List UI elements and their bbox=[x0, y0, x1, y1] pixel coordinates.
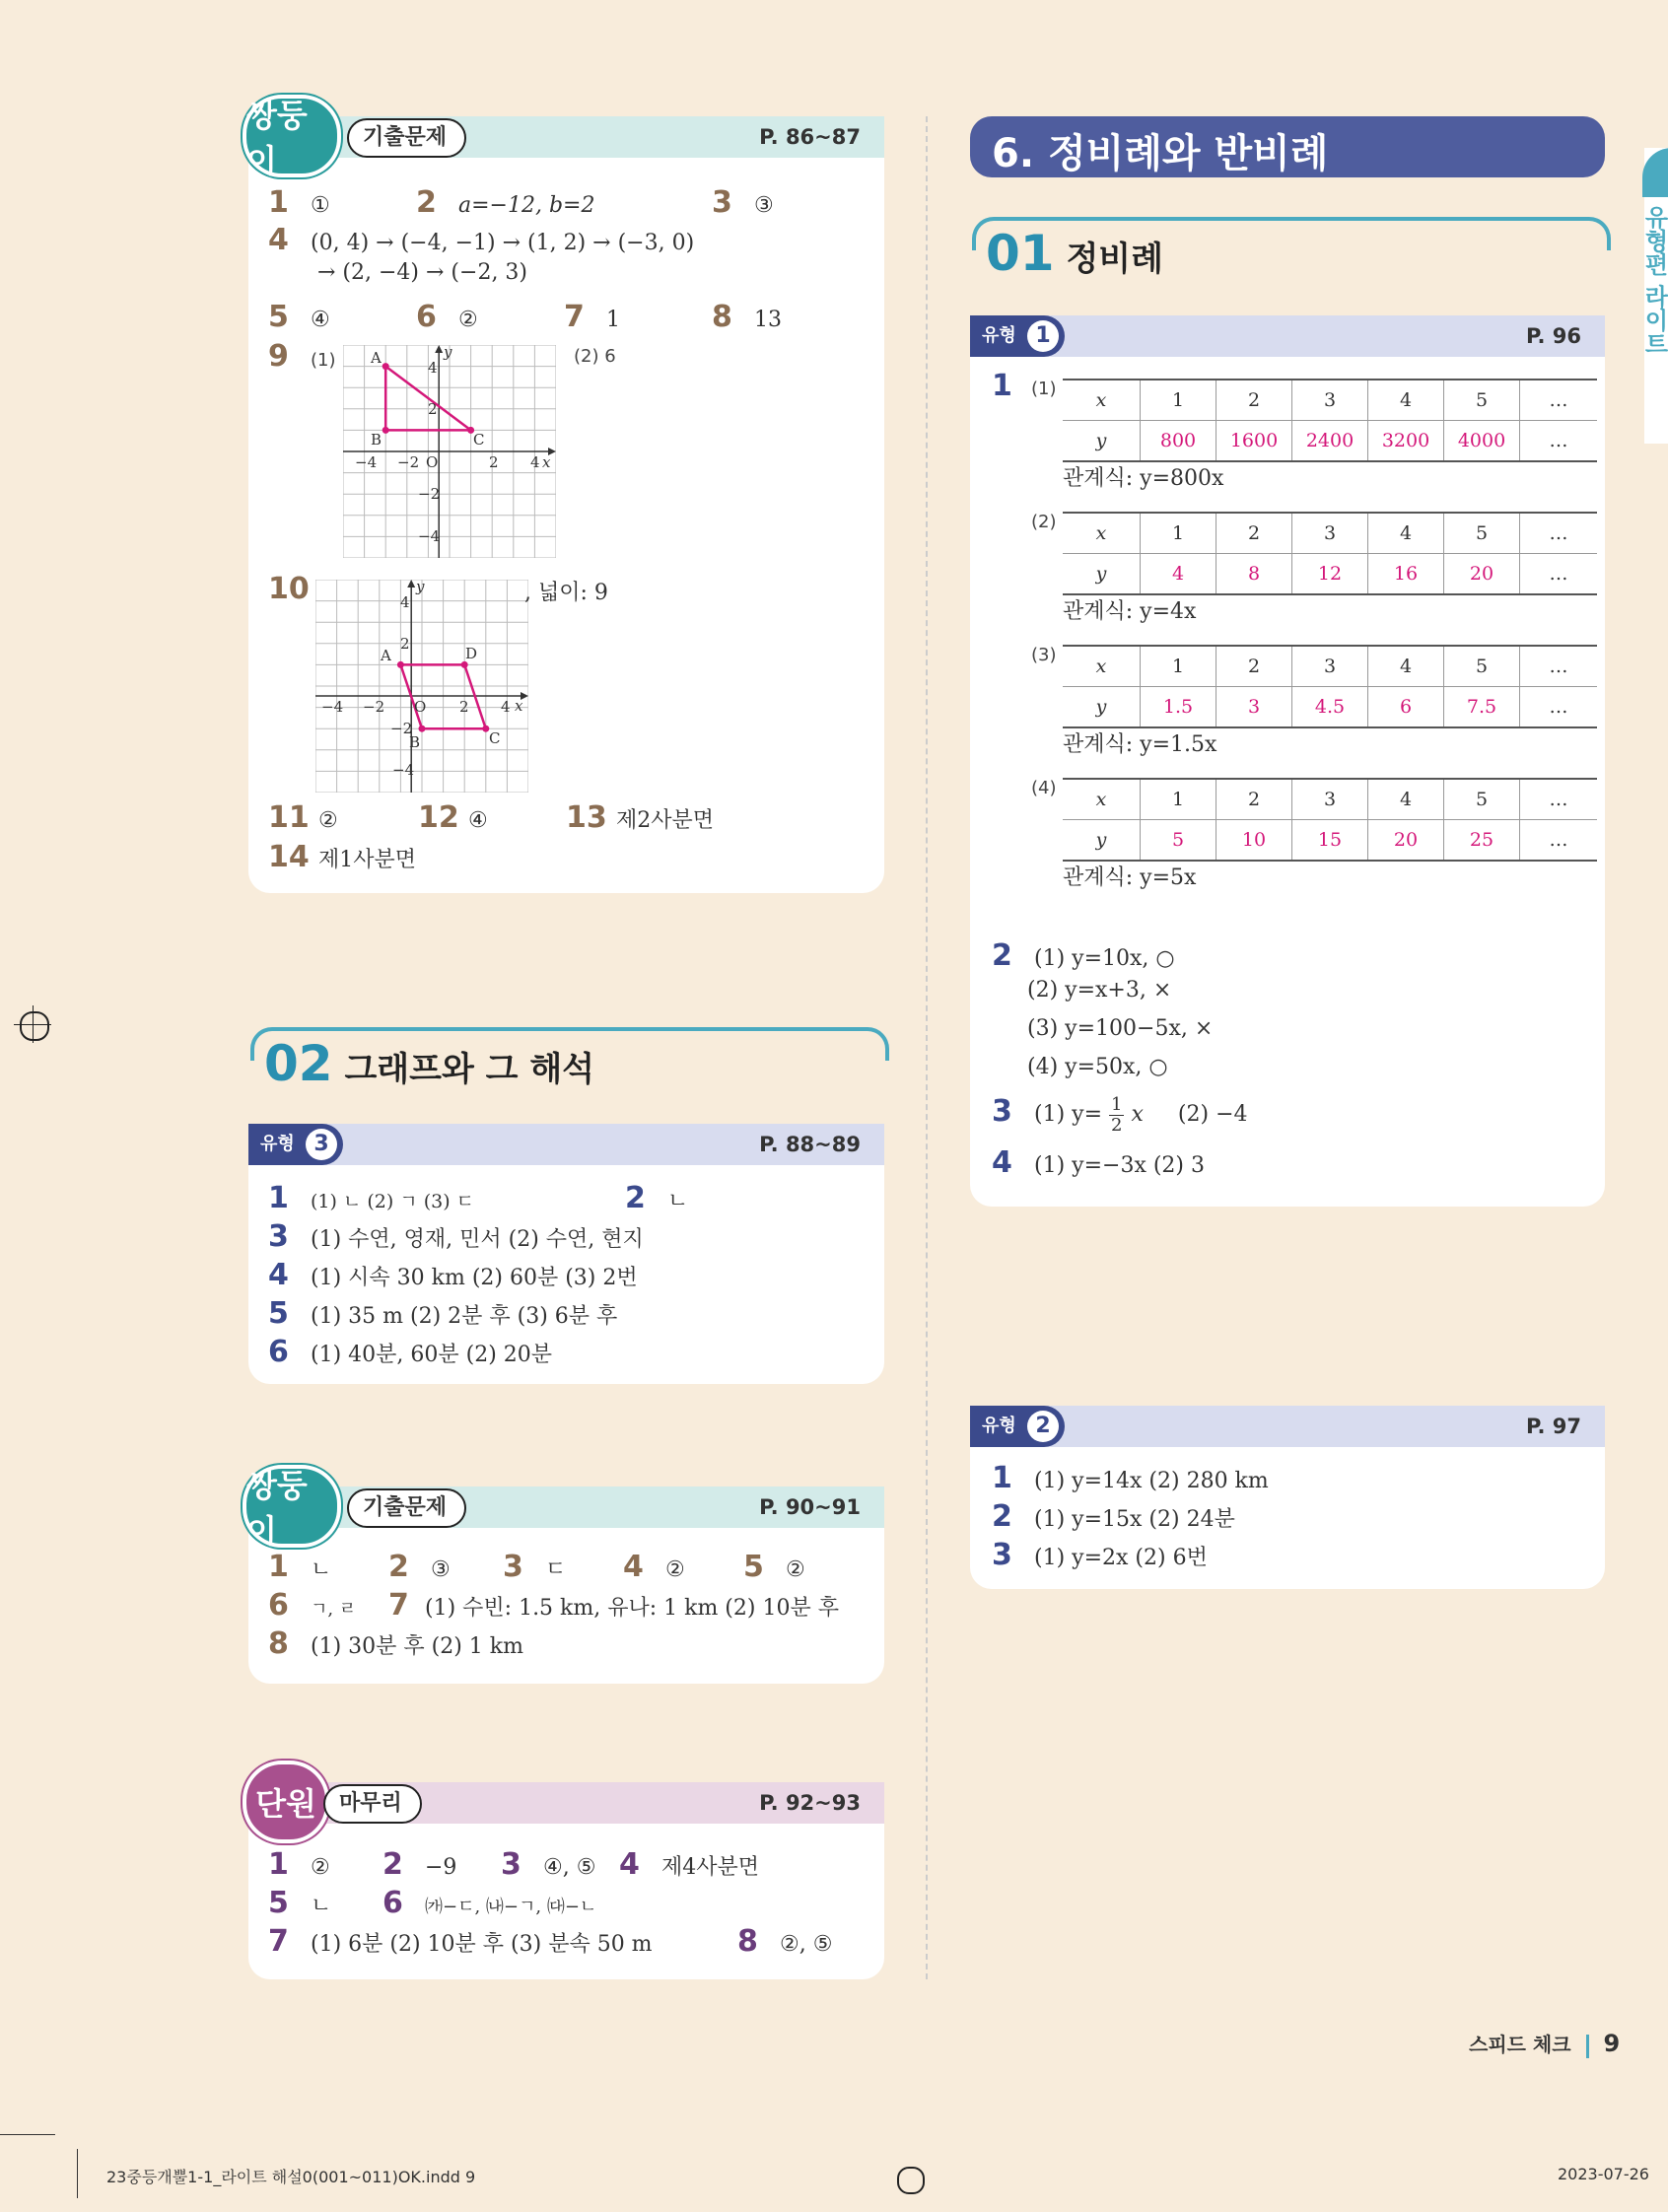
tick-label: −4 bbox=[418, 527, 441, 545]
table-cell: y bbox=[1063, 421, 1141, 462]
box-header bbox=[248, 1124, 884, 1165]
table-cell: 10 bbox=[1216, 820, 1292, 862]
table-cell: … bbox=[1520, 421, 1598, 462]
tick-label: 4 bbox=[400, 593, 410, 611]
answer: (1) 35 m (2) 2분 후 (3) 6분 후 bbox=[311, 1304, 618, 1329]
table-cell: 1 bbox=[1141, 646, 1216, 687]
q-num: 4 bbox=[268, 1258, 289, 1292]
q-num: 5 bbox=[268, 300, 289, 334]
answer: (1) 시속 30 km (2) 60분 (3) 2번 bbox=[311, 1266, 638, 1290]
unit-badge: 단원 bbox=[243, 1761, 329, 1843]
tick-label: 4 bbox=[530, 453, 540, 471]
answer: ㄷ bbox=[545, 1557, 567, 1582]
tick-label: 2 bbox=[400, 635, 410, 653]
table-cell: 20 bbox=[1368, 820, 1444, 862]
q-num: 5 bbox=[743, 1550, 764, 1584]
q-num: 3 bbox=[992, 1094, 1012, 1129]
type-3-box bbox=[248, 1124, 884, 1384]
table-label: (2) bbox=[1031, 512, 1057, 532]
review-pill: 마무리 bbox=[323, 1784, 422, 1824]
answer: 13 bbox=[754, 308, 782, 332]
column-divider bbox=[926, 116, 928, 1979]
q-num: 5 bbox=[268, 1886, 289, 1920]
footer-separator bbox=[1586, 2035, 1589, 2058]
graph-q9 bbox=[343, 345, 556, 558]
answer: 제1사분면 bbox=[318, 848, 417, 872]
q-num: 3 bbox=[712, 185, 732, 220]
q-num: 12 bbox=[418, 800, 459, 835]
table-cell: 20 bbox=[1444, 554, 1520, 595]
table-cell: 16 bbox=[1368, 554, 1444, 595]
table-cell: y bbox=[1063, 687, 1141, 728]
table-cell: 6 bbox=[1368, 687, 1444, 728]
fraction-numerator: 1 bbox=[1111, 1093, 1123, 1115]
answer: ② bbox=[786, 1557, 805, 1582]
q-num: 6 bbox=[416, 300, 437, 334]
table-row bbox=[1063, 646, 1597, 687]
q-num: 11 bbox=[268, 800, 310, 835]
answer: (1) y= bbox=[1034, 1102, 1103, 1127]
answer: x bbox=[1131, 1102, 1144, 1127]
page-ref: P. 97 bbox=[1525, 1415, 1581, 1438]
table-cell: … bbox=[1520, 554, 1598, 595]
q-num: 14 bbox=[268, 840, 310, 874]
sub-label: (1) bbox=[311, 350, 336, 371]
q-num: 7 bbox=[268, 1924, 289, 1959]
q-num: 1 bbox=[268, 1550, 289, 1584]
answer: → (2, −4) → (−2, 3) bbox=[317, 260, 528, 285]
page-ref: P. 88~89 bbox=[759, 1133, 861, 1156]
section-title: 그래프와 그 해석 bbox=[344, 1050, 595, 1089]
answer: (3) y=100−5x, × bbox=[1027, 1016, 1214, 1041]
axis-label: x bbox=[515, 697, 523, 715]
answer: ② bbox=[318, 808, 338, 833]
answer: ② bbox=[665, 1557, 685, 1582]
table-cell: 8 bbox=[1216, 554, 1292, 595]
tick-label: −4 bbox=[355, 453, 378, 471]
q-num: 6 bbox=[268, 1335, 289, 1369]
answer: ㄴ bbox=[311, 1894, 332, 1918]
table-cell: 800 bbox=[1141, 421, 1216, 462]
twin-exam-box-1 bbox=[246, 97, 884, 893]
answer: 제4사분면 bbox=[661, 1855, 760, 1880]
table-cell: x bbox=[1063, 513, 1141, 554]
axis-label: y bbox=[416, 580, 425, 595]
type-number: 3 bbox=[306, 1129, 337, 1160]
point-label: B bbox=[371, 431, 382, 449]
table-cell: 2 bbox=[1216, 779, 1292, 820]
q-num: 2 bbox=[382, 1847, 403, 1882]
type-label: 유형 bbox=[982, 1416, 1016, 1436]
tick-label: 4 bbox=[501, 698, 511, 716]
page-number: 9 bbox=[1603, 2030, 1621, 2057]
table-cell: 1600 bbox=[1216, 421, 1292, 462]
type-tag bbox=[970, 315, 1065, 357]
table-cell: 4 bbox=[1368, 646, 1444, 687]
footer-vrule bbox=[77, 2149, 78, 2198]
q-num: 3 bbox=[501, 1847, 521, 1882]
q-num: 6 bbox=[268, 1588, 289, 1623]
table-cell: 2 bbox=[1216, 380, 1292, 421]
answer: , 넓이: 9 bbox=[524, 581, 608, 605]
tick-label: 2 bbox=[428, 400, 438, 418]
table-cell: 2 bbox=[1216, 646, 1292, 687]
table-row bbox=[1063, 820, 1597, 862]
table-cell: … bbox=[1520, 513, 1598, 554]
q-num: 2 bbox=[992, 1499, 1012, 1534]
answer: 제2사분면 bbox=[616, 808, 715, 833]
q-num: 4 bbox=[992, 1145, 1012, 1180]
table-label: (3) bbox=[1031, 645, 1057, 665]
table-cell: … bbox=[1520, 779, 1598, 820]
answer: ④ bbox=[468, 808, 488, 833]
table-row bbox=[1063, 380, 1597, 421]
q-num: 2 bbox=[388, 1550, 409, 1584]
box-header bbox=[970, 315, 1605, 357]
q-num: 6 bbox=[382, 1886, 403, 1920]
table-row bbox=[1063, 687, 1597, 728]
table-cell: … bbox=[1520, 380, 1598, 421]
answer: (1) y=−3x (2) 3 bbox=[1034, 1153, 1206, 1178]
tick-label: −4 bbox=[321, 698, 344, 716]
relation-formula: 관계식: y=5x bbox=[1063, 865, 1197, 890]
q-num: 2 bbox=[625, 1181, 646, 1215]
q-num: 7 bbox=[564, 300, 585, 334]
table-cell: 3 bbox=[1292, 779, 1368, 820]
answer: ③ bbox=[431, 1557, 451, 1582]
twin-exam-box-2 bbox=[246, 1467, 884, 1684]
table-cell: 7.5 bbox=[1444, 687, 1520, 728]
twin-badge: 쌍둥이 bbox=[243, 1465, 341, 1548]
date-info: 2023-07-26 bbox=[1558, 2165, 1649, 2183]
box-header bbox=[248, 1486, 884, 1528]
point-label: C bbox=[489, 729, 501, 747]
table-cell: 4.5 bbox=[1292, 687, 1368, 728]
page-ref: P. 90~91 bbox=[759, 1495, 861, 1519]
q-num: 3 bbox=[268, 1219, 289, 1254]
table-cell: 4 bbox=[1368, 380, 1444, 421]
type-label: 유형 bbox=[982, 325, 1016, 346]
table-row bbox=[1063, 513, 1597, 554]
answer: ② bbox=[311, 1855, 330, 1880]
tick-label: −4 bbox=[392, 761, 415, 779]
type-1-box bbox=[970, 315, 1605, 1207]
tick-label: 2 bbox=[489, 453, 499, 471]
fraction bbox=[1109, 1095, 1124, 1136]
q-num: 8 bbox=[712, 300, 732, 334]
exam-pill: 기출문제 bbox=[347, 1488, 466, 1528]
type-label: 유형 bbox=[260, 1134, 295, 1154]
table-cell: 5 bbox=[1444, 380, 1520, 421]
q-num: 1 bbox=[992, 369, 1012, 403]
answer: ② bbox=[458, 308, 478, 332]
answer: ④ bbox=[311, 308, 330, 332]
axis-label: x bbox=[542, 453, 551, 471]
q-num: 8 bbox=[737, 1924, 758, 1959]
section-number: 02 bbox=[264, 1035, 333, 1092]
answer: (2) −4 bbox=[1177, 1102, 1248, 1127]
table-row bbox=[1063, 421, 1597, 462]
table-cell: 1 bbox=[1141, 779, 1216, 820]
tick-label: −2 bbox=[363, 698, 385, 716]
graph-q10 bbox=[315, 580, 528, 793]
answer: (1) y=14x (2) 280 km bbox=[1034, 1469, 1269, 1493]
table-cell: x bbox=[1063, 779, 1141, 820]
type-tag bbox=[248, 1124, 343, 1165]
q-num: 7 bbox=[388, 1588, 409, 1623]
table-cell: 2400 bbox=[1292, 421, 1368, 462]
answer: (1) 수연, 영재, 민서 (2) 수연, 현지 bbox=[311, 1227, 644, 1252]
tick-label: −2 bbox=[397, 453, 420, 471]
answer: (1) y=2x (2) 6번 bbox=[1034, 1546, 1208, 1570]
relation-formula: 관계식: y=800x bbox=[1063, 466, 1224, 491]
point-label: C bbox=[473, 431, 485, 449]
point-label: B bbox=[409, 733, 421, 751]
tick-label: −2 bbox=[390, 720, 413, 737]
type-tag bbox=[970, 1406, 1065, 1447]
table-cell: 15 bbox=[1292, 820, 1368, 862]
relation-formula: 관계식: y=1.5x bbox=[1063, 732, 1217, 757]
answer: (1) y=10x, ○ bbox=[1034, 946, 1175, 971]
q-num: 4 bbox=[268, 223, 289, 257]
answer: ②, ⑤ bbox=[780, 1932, 833, 1957]
q-num: 3 bbox=[992, 1538, 1012, 1572]
twin-badge: 쌍둥이 bbox=[243, 95, 341, 177]
table-cell: 1 bbox=[1141, 380, 1216, 421]
table-row bbox=[1063, 554, 1597, 595]
point-label: A bbox=[371, 349, 382, 367]
table-cell: 3 bbox=[1292, 380, 1368, 421]
answer: (0, 4) → (−4, −1) → (1, 2) → (−3, 0) bbox=[311, 231, 695, 255]
answer: (4) y=50x, ○ bbox=[1027, 1055, 1168, 1079]
relation-formula: 관계식: y=4x bbox=[1063, 599, 1197, 624]
axis-label: y bbox=[444, 345, 452, 361]
page-ref: P. 96 bbox=[1525, 324, 1581, 348]
section-title: 정비례 bbox=[1066, 240, 1163, 279]
table-cell: 3 bbox=[1292, 513, 1368, 554]
point-label: A bbox=[381, 647, 391, 664]
q-num: 2 bbox=[992, 938, 1012, 973]
q-num: 4 bbox=[623, 1550, 644, 1584]
table-label: (1) bbox=[1031, 379, 1057, 399]
tick-label: 2 bbox=[459, 698, 469, 716]
table-cell: 4 bbox=[1368, 513, 1444, 554]
box-header bbox=[248, 116, 884, 158]
answer: −9 bbox=[425, 1855, 457, 1880]
table-cell: 3 bbox=[1216, 687, 1292, 728]
table-cell: 5 bbox=[1444, 513, 1520, 554]
table-cell: 1 bbox=[1141, 513, 1216, 554]
section-number: 01 bbox=[986, 225, 1055, 282]
registration-mark bbox=[20, 1011, 49, 1041]
table-cell: 5 bbox=[1444, 779, 1520, 820]
table-cell: … bbox=[1520, 687, 1598, 728]
registration-mark-cross bbox=[14, 1024, 51, 1025]
q-num: 5 bbox=[268, 1296, 289, 1331]
answer: ③ bbox=[754, 193, 774, 218]
footer-section: 스피드 체크 bbox=[1469, 2033, 1571, 2056]
point-label: D bbox=[465, 645, 478, 662]
table-cell: 5 bbox=[1141, 820, 1216, 862]
answer: (2) 6 bbox=[574, 346, 616, 367]
table-cell: 1.5 bbox=[1141, 687, 1216, 728]
answer: (1) 수빈: 1.5 km, 유나: 1 km (2) 10분 후 bbox=[425, 1596, 839, 1621]
registration-mark-bottom bbox=[897, 2167, 925, 2194]
tick-label: −2 bbox=[418, 485, 441, 503]
answer: (1) 30분 후 (2) 1 km bbox=[311, 1634, 523, 1659]
file-info: 23중등개뿔1-1_라이트 해설0(001~011)OK.indd 9 bbox=[106, 2168, 476, 2186]
q-num: 13 bbox=[566, 800, 607, 835]
chapter-title: 6. 정비례와 반비례 bbox=[992, 131, 1329, 176]
table-cell: … bbox=[1520, 646, 1598, 687]
value-table bbox=[1063, 645, 1597, 728]
table-cell: y bbox=[1063, 820, 1141, 862]
answer: ㄱ, ㄹ bbox=[311, 1599, 357, 1620]
answer: (1) y=15x (2) 24분 bbox=[1034, 1507, 1235, 1532]
table-cell: x bbox=[1063, 646, 1141, 687]
answer: (1) ㄴ (2) ㄱ (3) ㄷ bbox=[311, 1191, 475, 1212]
table-cell: 25 bbox=[1444, 820, 1520, 862]
exam-pill: 기출문제 bbox=[347, 118, 466, 158]
q-num: 1 bbox=[992, 1461, 1012, 1495]
table-cell: 4 bbox=[1141, 554, 1216, 595]
footer-label bbox=[1469, 2029, 1620, 2058]
table-cell: 3200 bbox=[1368, 421, 1444, 462]
answer: ① bbox=[311, 193, 330, 218]
origin-label: O bbox=[426, 453, 439, 471]
q-num: 1 bbox=[268, 185, 289, 220]
side-tab-label: 유형편 라이트 bbox=[1640, 205, 1668, 356]
answer: ④, ⑤ bbox=[543, 1855, 596, 1880]
table-cell: 4 bbox=[1368, 779, 1444, 820]
answer: 1 bbox=[606, 308, 620, 332]
table-cell: x bbox=[1063, 380, 1141, 421]
unit-review-box bbox=[248, 1782, 884, 1979]
answer: ㄴ bbox=[667, 1189, 689, 1213]
value-table bbox=[1063, 379, 1597, 462]
origin-label: O bbox=[414, 698, 427, 716]
type-number: 1 bbox=[1027, 320, 1059, 352]
q-num: 9 bbox=[268, 339, 289, 374]
chapter-banner bbox=[970, 116, 1605, 177]
table-cell: 4000 bbox=[1444, 421, 1520, 462]
q-num: 10 bbox=[268, 572, 310, 606]
answer: a=−12, b=2 bbox=[458, 193, 595, 218]
table-cell: 5 bbox=[1444, 646, 1520, 687]
table-cell: 3 bbox=[1292, 646, 1368, 687]
fraction-denominator: 2 bbox=[1111, 1114, 1123, 1136]
table-cell: y bbox=[1063, 554, 1141, 595]
q-num: 1 bbox=[268, 1847, 289, 1882]
q-num: 8 bbox=[268, 1626, 289, 1661]
value-table bbox=[1063, 778, 1597, 862]
page-ref: P. 92~93 bbox=[759, 1791, 861, 1815]
type-2-box bbox=[970, 1406, 1605, 1589]
section-01-header bbox=[986, 225, 1173, 282]
table-cell: 12 bbox=[1292, 554, 1368, 595]
q-num: 1 bbox=[268, 1181, 289, 1215]
answer: ㈎−ㄷ, ㈏−ㄱ, ㈐−ㄴ bbox=[425, 1897, 597, 1917]
footer-rule bbox=[0, 2134, 55, 2135]
table-label: (4) bbox=[1031, 778, 1057, 798]
answer: ㄴ bbox=[311, 1557, 332, 1582]
answer: (1) 40분, 60분 (2) 20분 bbox=[311, 1343, 553, 1367]
answer: (2) y=x+3, × bbox=[1027, 978, 1172, 1002]
table-row bbox=[1063, 779, 1597, 820]
page-ref: P. 86~87 bbox=[759, 125, 861, 149]
value-table bbox=[1063, 512, 1597, 595]
q-num: 3 bbox=[503, 1550, 523, 1584]
type-number: 2 bbox=[1027, 1411, 1059, 1442]
answer: (1) 6분 (2) 10분 후 (3) 분속 50 m bbox=[311, 1932, 653, 1957]
box-header bbox=[970, 1406, 1605, 1447]
q-num: 4 bbox=[619, 1847, 640, 1882]
table-cell: 2 bbox=[1216, 513, 1292, 554]
q-num: 2 bbox=[416, 185, 437, 220]
tick-label: 4 bbox=[428, 359, 438, 377]
table-cell: … bbox=[1520, 820, 1598, 862]
section-02-header bbox=[264, 1035, 604, 1092]
